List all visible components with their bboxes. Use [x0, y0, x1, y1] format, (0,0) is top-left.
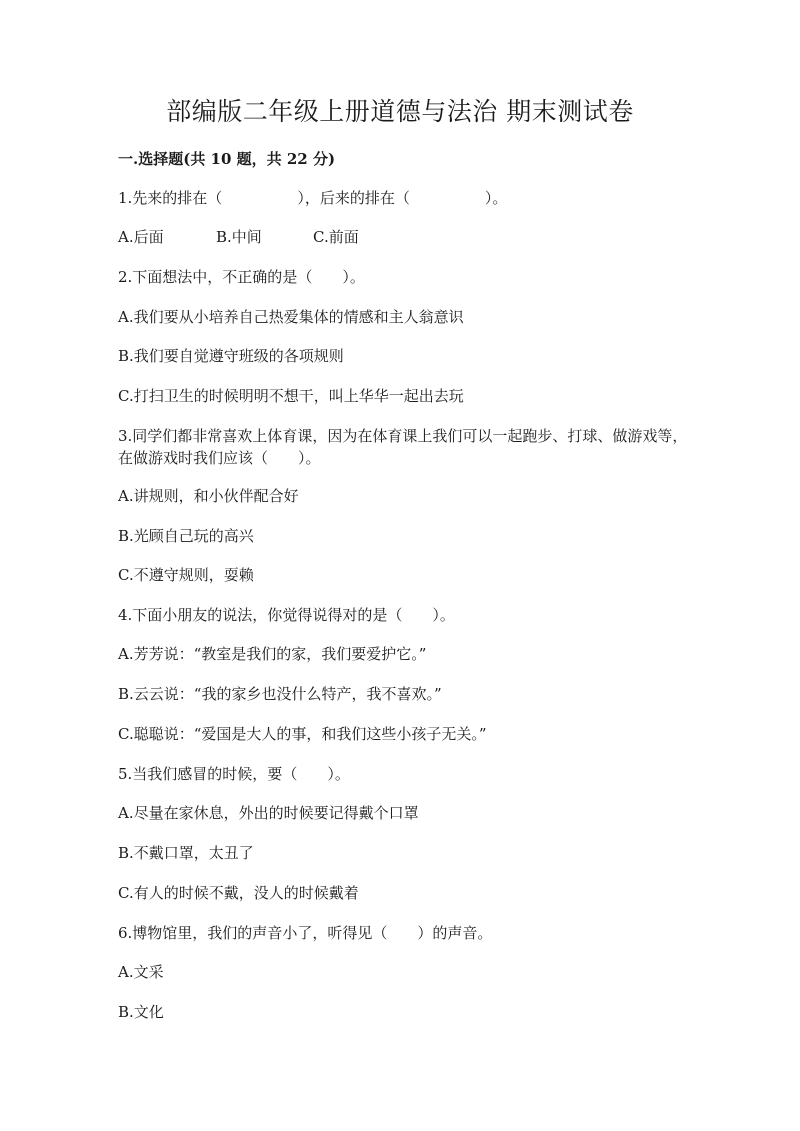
question-1-options	[118, 226, 359, 248]
question-4-option-b: B.云云说：“我的家乡也没什么特产，我不喜欢。”	[118, 685, 442, 703]
question-6-stem: 6.博物馆里，我们的声音小了，听得见（ ）的声音。	[118, 924, 493, 942]
question-3-option-c: C.不遵守规则，耍赖	[118, 566, 254, 584]
section-heading: 一.选择题(共 10 题，共 22 分)	[118, 150, 336, 168]
question-3-option-a: A.讲规则，和小伙伴配合好	[118, 487, 299, 505]
question-1-option-c: C.前面	[313, 228, 359, 246]
question-1-stem: 1.先来的排在（ ），后来的排在（ ）。	[118, 189, 508, 207]
question-2-option-c: C.打扫卫生的时候明明不想干，叫上华华一起出去玩	[118, 387, 464, 405]
question-4-option-c: C.聪聪说：“爱国是大人的事，和我们这些小孩子无关。”	[118, 725, 487, 743]
question-2-option-b: B.我们要自觉遵守班级的各项规则	[118, 347, 344, 365]
question-4-stem: 4.下面小朋友的说法，你觉得说得对的是（ ）。	[118, 606, 455, 624]
question-1-option-a: A.后面	[118, 228, 164, 246]
question-5-option-b: B.不戴口罩，太丑了	[118, 844, 254, 862]
exam-title: 部编版二年级上册道德与法治 期末测试卷	[166, 97, 634, 126]
question-2-stem: 2.下面想法中，不正确的是（ ）。	[118, 268, 365, 286]
question-3-option-b: B.光顾自己玩的高兴	[118, 527, 254, 545]
question-3-stem: 3.同学们都非常喜欢上体育课，因为在体育课上我们可以一起跑步、打球、做游戏等，在做游戏时我们应该（ ）。	[118, 427, 688, 467]
question-5-stem: 5.当我们感冒的时候，要（ ）。	[118, 765, 350, 783]
question-5-option-c: C.有人的时候不戴，没人的时候戴着	[118, 884, 359, 902]
question-2-option-a: A.我们要从小培养自己热爱集体的情感和主人翁意识	[118, 308, 464, 326]
question-5-option-a: A.尽量在家休息，外出的时候要记得戴个口罩	[118, 804, 419, 822]
question-1-option-b: B.中间	[216, 228, 262, 246]
question-6-option-a: A.文采	[118, 963, 164, 981]
question-6-option-b: B.文化	[118, 1003, 164, 1021]
question-4-option-a: A.芳芳说：“教室是我们的家，我们要爱护它。”	[118, 645, 427, 663]
